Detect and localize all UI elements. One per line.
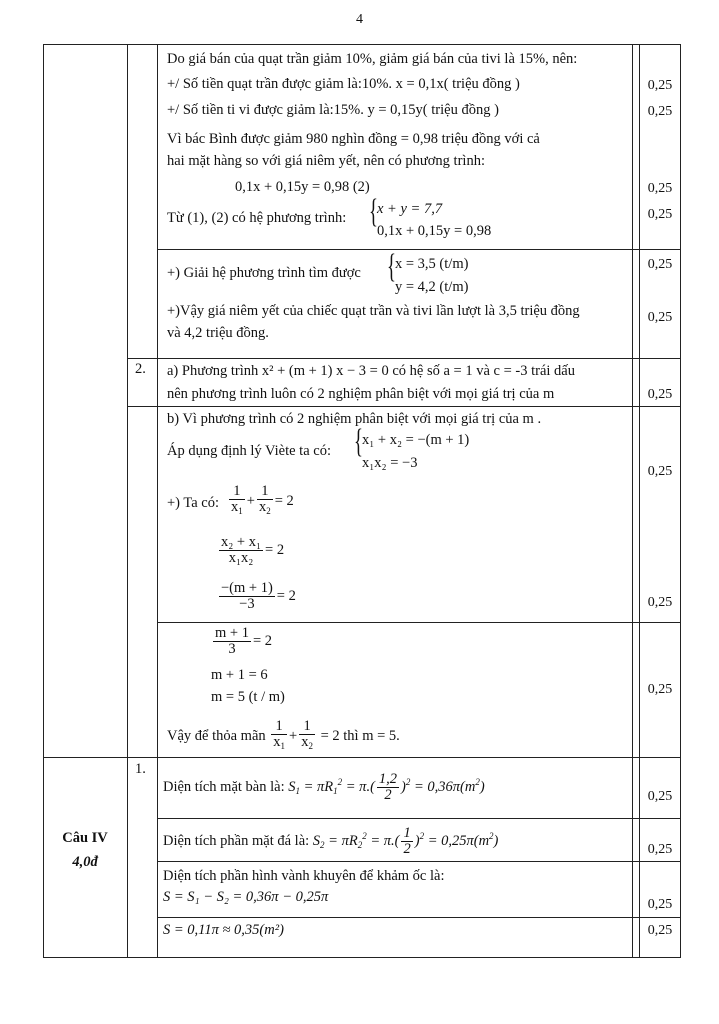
table-divider-col1 bbox=[127, 44, 128, 958]
table-divider-col3 bbox=[632, 44, 633, 958]
answer-table bbox=[43, 44, 681, 958]
system-brace: { bbox=[369, 193, 378, 230]
text-line: Từ (1), (2) có hệ phương trình: bbox=[167, 210, 347, 226]
text-line: nên phương trình luôn có 2 nghiệm phân biệt với mọi giá trị của m bbox=[167, 386, 555, 402]
row-divider bbox=[157, 818, 681, 819]
equation-rhs: = 2 bbox=[265, 541, 285, 558]
fraction: $\frac{1}{x_1}$ bbox=[273, 718, 286, 751]
row-divider bbox=[127, 406, 681, 407]
fraction: $\frac{\text{x₂ + x₁}}{\text{x₁x₂}}$ bbox=[221, 534, 262, 566]
table-divider-col2 bbox=[157, 44, 158, 958]
table-border-left bbox=[43, 44, 44, 958]
score-value: 0,25 bbox=[647, 897, 673, 912]
equation bbox=[217, 535, 284, 566]
system-brace: { bbox=[387, 248, 396, 285]
equation-rhs: = 2 bbox=[274, 492, 294, 509]
fraction: $\frac{-(m + 1)}{-3}$ bbox=[221, 580, 273, 612]
text-line bbox=[163, 772, 485, 803]
equation: $S_1 = \pi R_1^2 = \pi$.( $\frac{1,2}{2}$ )$^2 = 0,36\pi(m^2)$ bbox=[288, 771, 485, 803]
question-index: 2. bbox=[135, 361, 146, 377]
table-border-bottom bbox=[43, 957, 681, 958]
equation-rhs: = 2 bbox=[252, 632, 273, 649]
section-points: 4,0đ bbox=[72, 854, 98, 870]
row-divider bbox=[157, 861, 681, 862]
row-divider bbox=[43, 757, 681, 758]
system-equation: 0,1x + 0,15y = 0,98 bbox=[377, 223, 492, 239]
score-value: 0,25 bbox=[647, 464, 673, 479]
score-value: 0,25 bbox=[647, 842, 673, 857]
equation: S = S₁ − S₂ = 0,36π − 0,25π bbox=[163, 889, 329, 905]
text-line: Diện tích phần hình vành khuyên để khảm ốc là: bbox=[163, 868, 445, 884]
system-equation: x₁ + x₂ = −(m + 1) bbox=[362, 432, 470, 448]
section-title: Câu IV bbox=[62, 830, 108, 846]
equation-rhs: = 2 bbox=[276, 587, 296, 604]
equation: $\frac{1}{x_1}$ + $\frac{1}{x_2}$ = 2 bbox=[227, 484, 294, 519]
fraction: $\frac{m + 1}{3}$ bbox=[215, 625, 249, 657]
text-line: +/ Số tiền quạt trần được giảm là:10%. x = 0,1x( triệu đồng ) bbox=[167, 76, 520, 92]
score-value: 0,25 bbox=[647, 387, 673, 402]
text-line: a) Phương trình x² + (m + 1) x − 3 = 0 có hệ số a = 1 và c = -3 trái dấu bbox=[167, 363, 575, 379]
row-divider bbox=[157, 917, 681, 918]
score-value: 0,25 bbox=[647, 682, 673, 697]
text-line: Do giá bán của quạt trần giảm 10%, giảm giá bán của tivi là 15%, nên: bbox=[167, 51, 578, 67]
score-value: 0,25 bbox=[647, 310, 673, 325]
fraction: $\frac{1}{x_2}$ bbox=[258, 483, 271, 516]
text-tail: = 2 thì m = 5. bbox=[320, 727, 400, 744]
text-line: b) Vì phương trình có 2 nghiệm phân biệt với mọi giá trị của m . bbox=[167, 411, 542, 427]
system-brace: { bbox=[354, 423, 363, 460]
system-equation: x = 3,5 (t/m) bbox=[395, 256, 469, 272]
score-value: 0,25 bbox=[647, 181, 673, 196]
score-value: 0,25 bbox=[647, 595, 673, 610]
row-divider bbox=[157, 249, 681, 250]
equation bbox=[211, 626, 272, 657]
score-value: 0,25 bbox=[647, 789, 673, 804]
system-equation: x + y = 7,7 bbox=[377, 201, 443, 217]
score-value: 0,25 bbox=[647, 78, 673, 93]
text-line: +) Ta có: bbox=[167, 495, 219, 511]
equation bbox=[217, 581, 296, 612]
text-line: +/ Số tiền ti vi được giảm là:15%. y = 0,15y( triệu đồng ) bbox=[167, 102, 499, 118]
text-lead: Diện tích phần mặt đá là: bbox=[163, 832, 310, 849]
text-line: +) Giải hệ phương trình tìm được bbox=[167, 265, 361, 281]
text-line: Vậy để thỏa mãn $\frac{1}{x_1}$ + $\frac{1}{x_2}$ = 2 thì m = 5. bbox=[167, 719, 400, 754]
equation: m + 1 = 6 bbox=[211, 667, 268, 683]
question-index: 1. bbox=[135, 761, 146, 777]
fraction: $\frac{1}{x_2}$ bbox=[301, 718, 313, 751]
score-value: 0,25 bbox=[647, 923, 673, 938]
equation: m = 5 (t / m) bbox=[211, 689, 285, 705]
text-line: và 4,2 triệu đồng. bbox=[167, 325, 269, 341]
score-value: 0,25 bbox=[647, 257, 673, 272]
equation: $S_2 = \pi R_2^2 = \pi$.( $\frac{1}{2}$ )$^2 = 0,25\pi(m^2)$ bbox=[312, 825, 499, 857]
row-divider bbox=[157, 622, 681, 623]
text-line: Vì bác Bình được giảm 980 nghìn đồng = 0,98 triệu đồng với cả bbox=[167, 131, 540, 147]
equation: 0,1x + 0,15y = 0,98 (2) bbox=[235, 179, 370, 195]
text-line: hai mặt hàng so với giá niêm yết, nên có phương trình: bbox=[167, 153, 485, 169]
equation: S = 0,11π ≈ 0,35(m²) bbox=[163, 922, 284, 938]
row-divider bbox=[127, 358, 681, 359]
page-number: 4 bbox=[356, 12, 363, 27]
score-value: 0,25 bbox=[647, 104, 673, 119]
system-equation: y = 4,2 (t/m) bbox=[395, 279, 469, 295]
text-lead: Vậy để thỏa mãn bbox=[167, 727, 266, 744]
score-value: 0,25 bbox=[647, 207, 673, 222]
table-border-top bbox=[43, 44, 681, 45]
text-line: Áp dụng định lý Viète ta có: bbox=[167, 443, 331, 459]
text-lead: Diện tích mặt bàn là: bbox=[163, 778, 285, 795]
fraction: $\frac{1}{x_1}$ bbox=[231, 483, 243, 516]
text-line: +)Vậy giá niêm yết của chiếc quạt trần và tivi lần lượt là 3,5 triệu đồng bbox=[167, 303, 580, 319]
text-line bbox=[163, 826, 498, 857]
system-equation: x₁x₂ = −3 bbox=[362, 455, 418, 471]
